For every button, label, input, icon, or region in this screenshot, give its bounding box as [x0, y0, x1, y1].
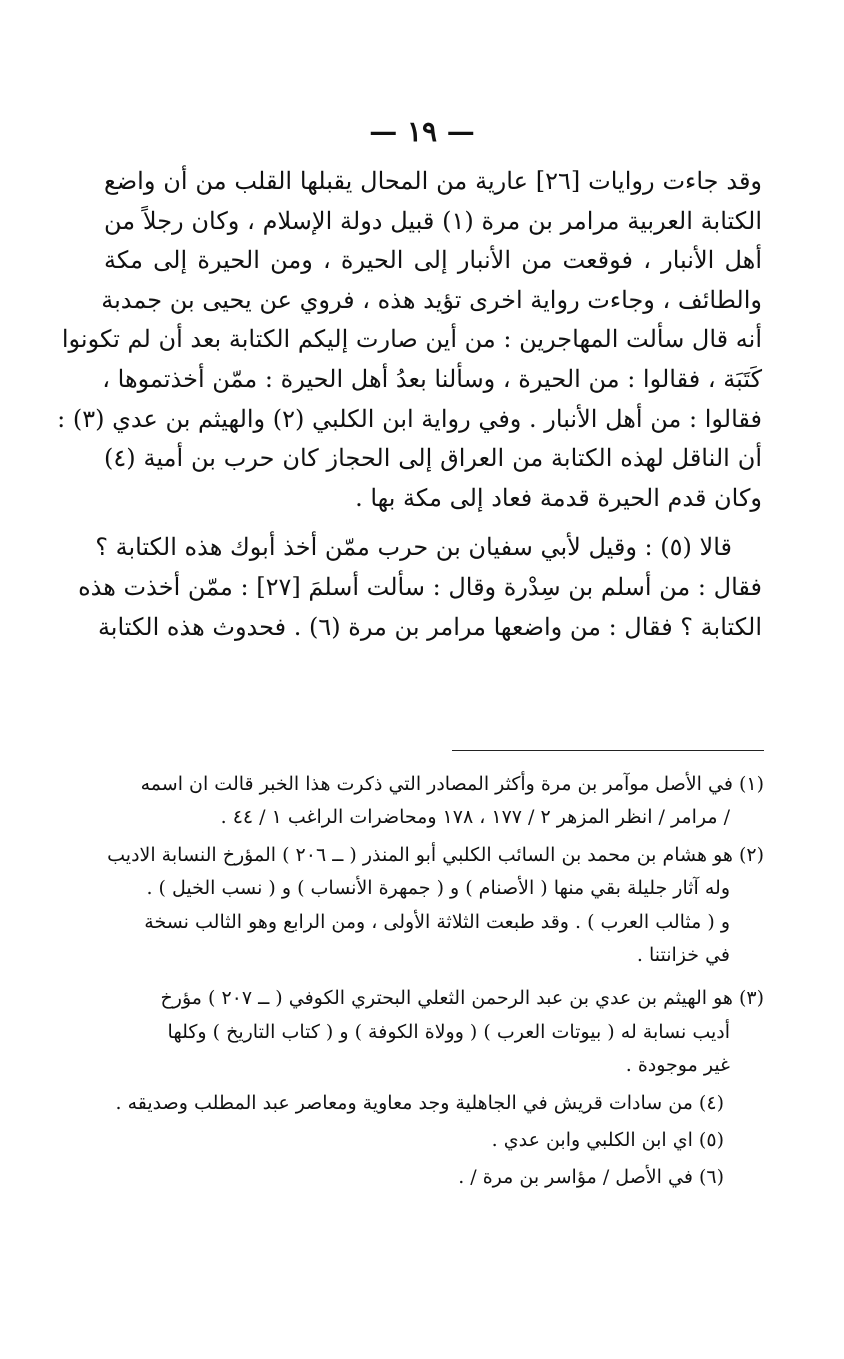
paragraph-2: [78, 528, 762, 647]
footnote-line: في خزانتنا .: [636, 943, 730, 966]
footnote-line: (٥) اي ابن الكلبي وابن عدي .: [491, 1128, 724, 1151]
footnote-line: (١) في الأصل موآمر بن مرة وأكثر المصادر التي ذكرت هذا الخبر قالت ان اسمه: [140, 773, 764, 795]
text-line: أهل الأنبار ، فوقعت من الأنبار إلى الحيرة ، ومن الحيرة إلى مكة: [104, 246, 762, 275]
text-line: أن الناقل لهذه الكتابة من العراق إلى الحجاز كان حرب بن أمية (٤): [104, 444, 762, 473]
footnote-line: (٤) من سادات قريش في الجاهلية وجد معاوية ومعاصر عبد المطلب وصديقه .: [115, 1091, 724, 1114]
footnote-line: / مرامر / انظر المزهر ٢ / ١٧٧ ، ١٧٨ ومحاضرات الراغب ١ / ٤٤ .: [220, 806, 730, 829]
footnote-1: [104, 768, 764, 835]
text-line: فقالوا : من أهل الأنبار . وفي رواية ابن الكلبي (٢) والهيثم بن عدي (٣) :: [57, 404, 762, 433]
text-line: كَتَبَة ، فقالوا : من الحيرة ، وسألنا بعدُ أهل الحيرة : ممّن أخذتموها ،: [102, 364, 762, 393]
footnote-line: غير موجودة .: [625, 1054, 730, 1077]
footnote-5: [104, 1124, 764, 1157]
text-line: الكتابة العربية مرامر بن مرة (١) قبيل دولة الإسلام ، وكان رجلاً من: [104, 206, 762, 235]
footnote-3: [104, 982, 764, 1082]
main-text: [57, 162, 763, 647]
footnote-line: و ( مثالب العرب ) . وقد طبعت الثلاثة الأولى ، ومن الرابع وهو الثالب نسخة: [144, 910, 730, 933]
text-line: فقال : من أسلم بن سِدْرة وقال : سألت أسلمَ [٢٧] : ممّن أخذت هذه: [78, 572, 762, 601]
page-number: — ١٩ —: [369, 115, 475, 148]
text-line: الكتابة ؟ فقال : من واضعها مرامر بن مرة (٦) . فحدوث هذه الكتابة: [97, 612, 762, 641]
text-line: وكان قدم الحيرة قدمة فعاد إلى مكة بها .: [355, 483, 762, 512]
footnote-divider: [452, 750, 764, 751]
text-line: قالا (٥) : وقيل لأبي سفيان بن حرب ممّن أخذ أبوك هذه الكتابة ؟: [95, 533, 732, 562]
footnote-line: (٦) في الأصل / مؤاسر بن مرة / .: [458, 1166, 724, 1189]
footnote-6: [104, 1161, 764, 1194]
footnote-line: (٢) هو هشام بن محمد بن السائب الكلبي أبو المنذر ( ــ ٢٠٦ ) المؤرخ النسابة الاديب: [107, 843, 764, 866]
footnote-2: [104, 839, 764, 973]
footnote-line: وله آثار جليلة بقي منها ( الأصنام ) و ( جمهرة الأنساب ) و ( نسب الخيل ) .: [146, 877, 730, 900]
text-line: أنه قال سألت المهاجرين : من أين صارت إليكم الكتابة بعد أن لم تكونوا: [61, 325, 762, 354]
footnote-4: [104, 1087, 764, 1120]
footnote-line: (٣) هو الهيثم بن عدي بن عبد الرحمن الثعلي البحتري الكوفي ( ــ ٢٠٧ ) مؤرخ: [160, 987, 764, 1010]
footnotes: [104, 768, 764, 1199]
text-line: وقد جاءت روايات [٢٦] عارية من المحال يقبلها القلب من أن واضع: [104, 167, 763, 195]
paragraph-1: [57, 162, 763, 518]
text-line: والطائف ، وجاءت رواية اخرى تؤيد هذه ، فروي عن يحيى بن جمدبة: [101, 285, 762, 314]
footnote-line: أديب نسابة له ( بيوتات العرب ) ( وولاة الكوفة ) و ( كتاب التاريخ ) وكلها: [167, 1020, 730, 1043]
